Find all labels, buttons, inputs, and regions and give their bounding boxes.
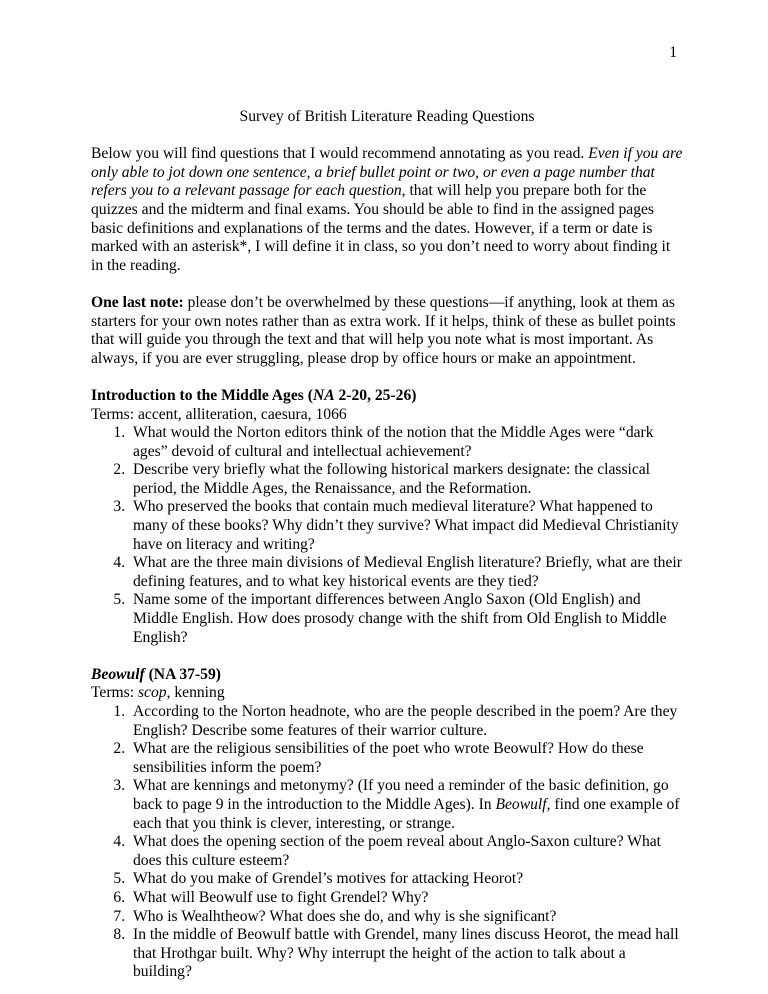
beowulf-question-3	[129, 777, 683, 833]
middle-ages-question-1: 1. What would the Norton editors think of the notion that the Middle Ages were “dark ages” devoid of cultural and intellectual achievement?	[129, 424, 683, 461]
document-title: Survey of British Literature Reading Questions	[239, 108, 535, 125]
intro-paragraph	[91, 145, 683, 275]
middle-ages-question-5: 5. Name some of the important differences between Anglo Saxon (Old English) and Middle English. How does prosody change with the shift from Old English to Middle English?	[129, 591, 683, 647]
beowulf-question-1: 1. According to the Norton headnote, who are the people described in the poem? Are they English? Describe some features of their warrior culture.	[129, 703, 683, 740]
beowulf-heading-title: Beowulf	[91, 665, 145, 683]
beowulf-terms-rest: , kenning	[166, 684, 225, 702]
beowulf-question-3-text-b: , find one example of each that you think is clever, interesting, or strange.	[133, 795, 680, 832]
beowulf-questions	[91, 703, 683, 982]
beowulf-question-7: 7. Who is Wealhtheow? What does she do, and why is she significant?	[129, 908, 683, 927]
beowulf-question-3-italic: Beowulf	[495, 795, 547, 813]
middle-ages-question-2: 2. Describe very briefly what the following historical markers designate: the classical period, the Middle Ages, the Renaissance, and the Reformation.	[129, 461, 683, 498]
beowulf-question-6: 6. What will Beowulf use to fight Grendel? Why?	[129, 889, 683, 908]
beowulf-question-5: 5. What do you make of Grendel’s motives for attacking Heorot?	[129, 870, 683, 889]
middle-ages-heading-text: Introduction to the Middle Ages (	[91, 386, 313, 404]
note-label: One last note:	[91, 293, 184, 311]
note-text: please don’t be overwhelmed by these questions—if anything, look at them as starters for your own notes rather than as extra work. If it helps, think of these as bullet points that will guide you through the text and that will help you note what is most important. As always, if you are ever struggling, please drop by office hours or make an appointment.	[91, 293, 676, 367]
note-paragraph	[91, 294, 683, 368]
middle-ages-heading-pages: 2-20, 25-26)	[334, 386, 417, 404]
beowulf-question-8: 8. In the middle of Beowulf battle with Grendel, many lines discuss Heorot, the mead hall that Hrothgar built. Why? Why interrupt the height of the action to talk about a building?	[129, 926, 683, 982]
middle-ages-heading-na: NA	[312, 386, 335, 404]
beowulf-terms	[91, 684, 683, 703]
beowulf-heading	[91, 666, 683, 685]
middle-ages-terms: Terms: accent, alliteration, caesura, 1066	[91, 405, 347, 423]
beowulf-question-3-text-a: What are kennings and metonymy? (If you need a reminder of the basic definition, go back to page 9 in the introduction to the Middle Ages). In	[133, 777, 669, 813]
beowulf-heading-pages: (NA 37-59)	[144, 665, 221, 683]
beowulf-question-4: 4. What does the opening section of the poem reveal about Anglo-Saxon culture? What does this culture esteem?	[129, 833, 683, 870]
beowulf-terms-scop: scop	[137, 684, 167, 702]
document-body	[91, 108, 683, 982]
middle-ages-heading	[91, 387, 683, 406]
page-number: 1	[669, 44, 677, 61]
beowulf-question-2: 2. What are the religious sensibilities of the poet who wrote Beowulf? How do these sensibilities inform the poem?	[129, 740, 683, 777]
beowulf-terms-label: Terms:	[91, 684, 138, 702]
intro-text-1: Below you will find questions that I would recommend annotating as you read.	[91, 145, 589, 163]
intro-italic-text: Even if you are only able to jot down one sentence, a brief bullet point or two, or even a page number that refers you to a relevant passage for each question	[91, 145, 683, 200]
middle-ages-question-3: 3. Who preserved the books that contain much medieval literature? What happened to many of these books? Why didn’t they survive? What impact did Medieval Christianity have on literacy and writing?	[129, 498, 683, 554]
middle-ages-questions	[91, 424, 683, 647]
intro-text-2: , that will help you prepare both for the quizzes and the midterm and final exams. You should be able to find in the assigned pages basic definitions and explanations of the terms and the dates. However, if a term or date is marked with an asterisk*, I will define it in class, so you don’t need to worry about finding it in the reading.	[91, 182, 671, 274]
middle-ages-question-4: 4. What are the three main divisions of Medieval English literature? Briefly, what are their defining features, and to what key historical events are they tied?	[129, 554, 683, 591]
